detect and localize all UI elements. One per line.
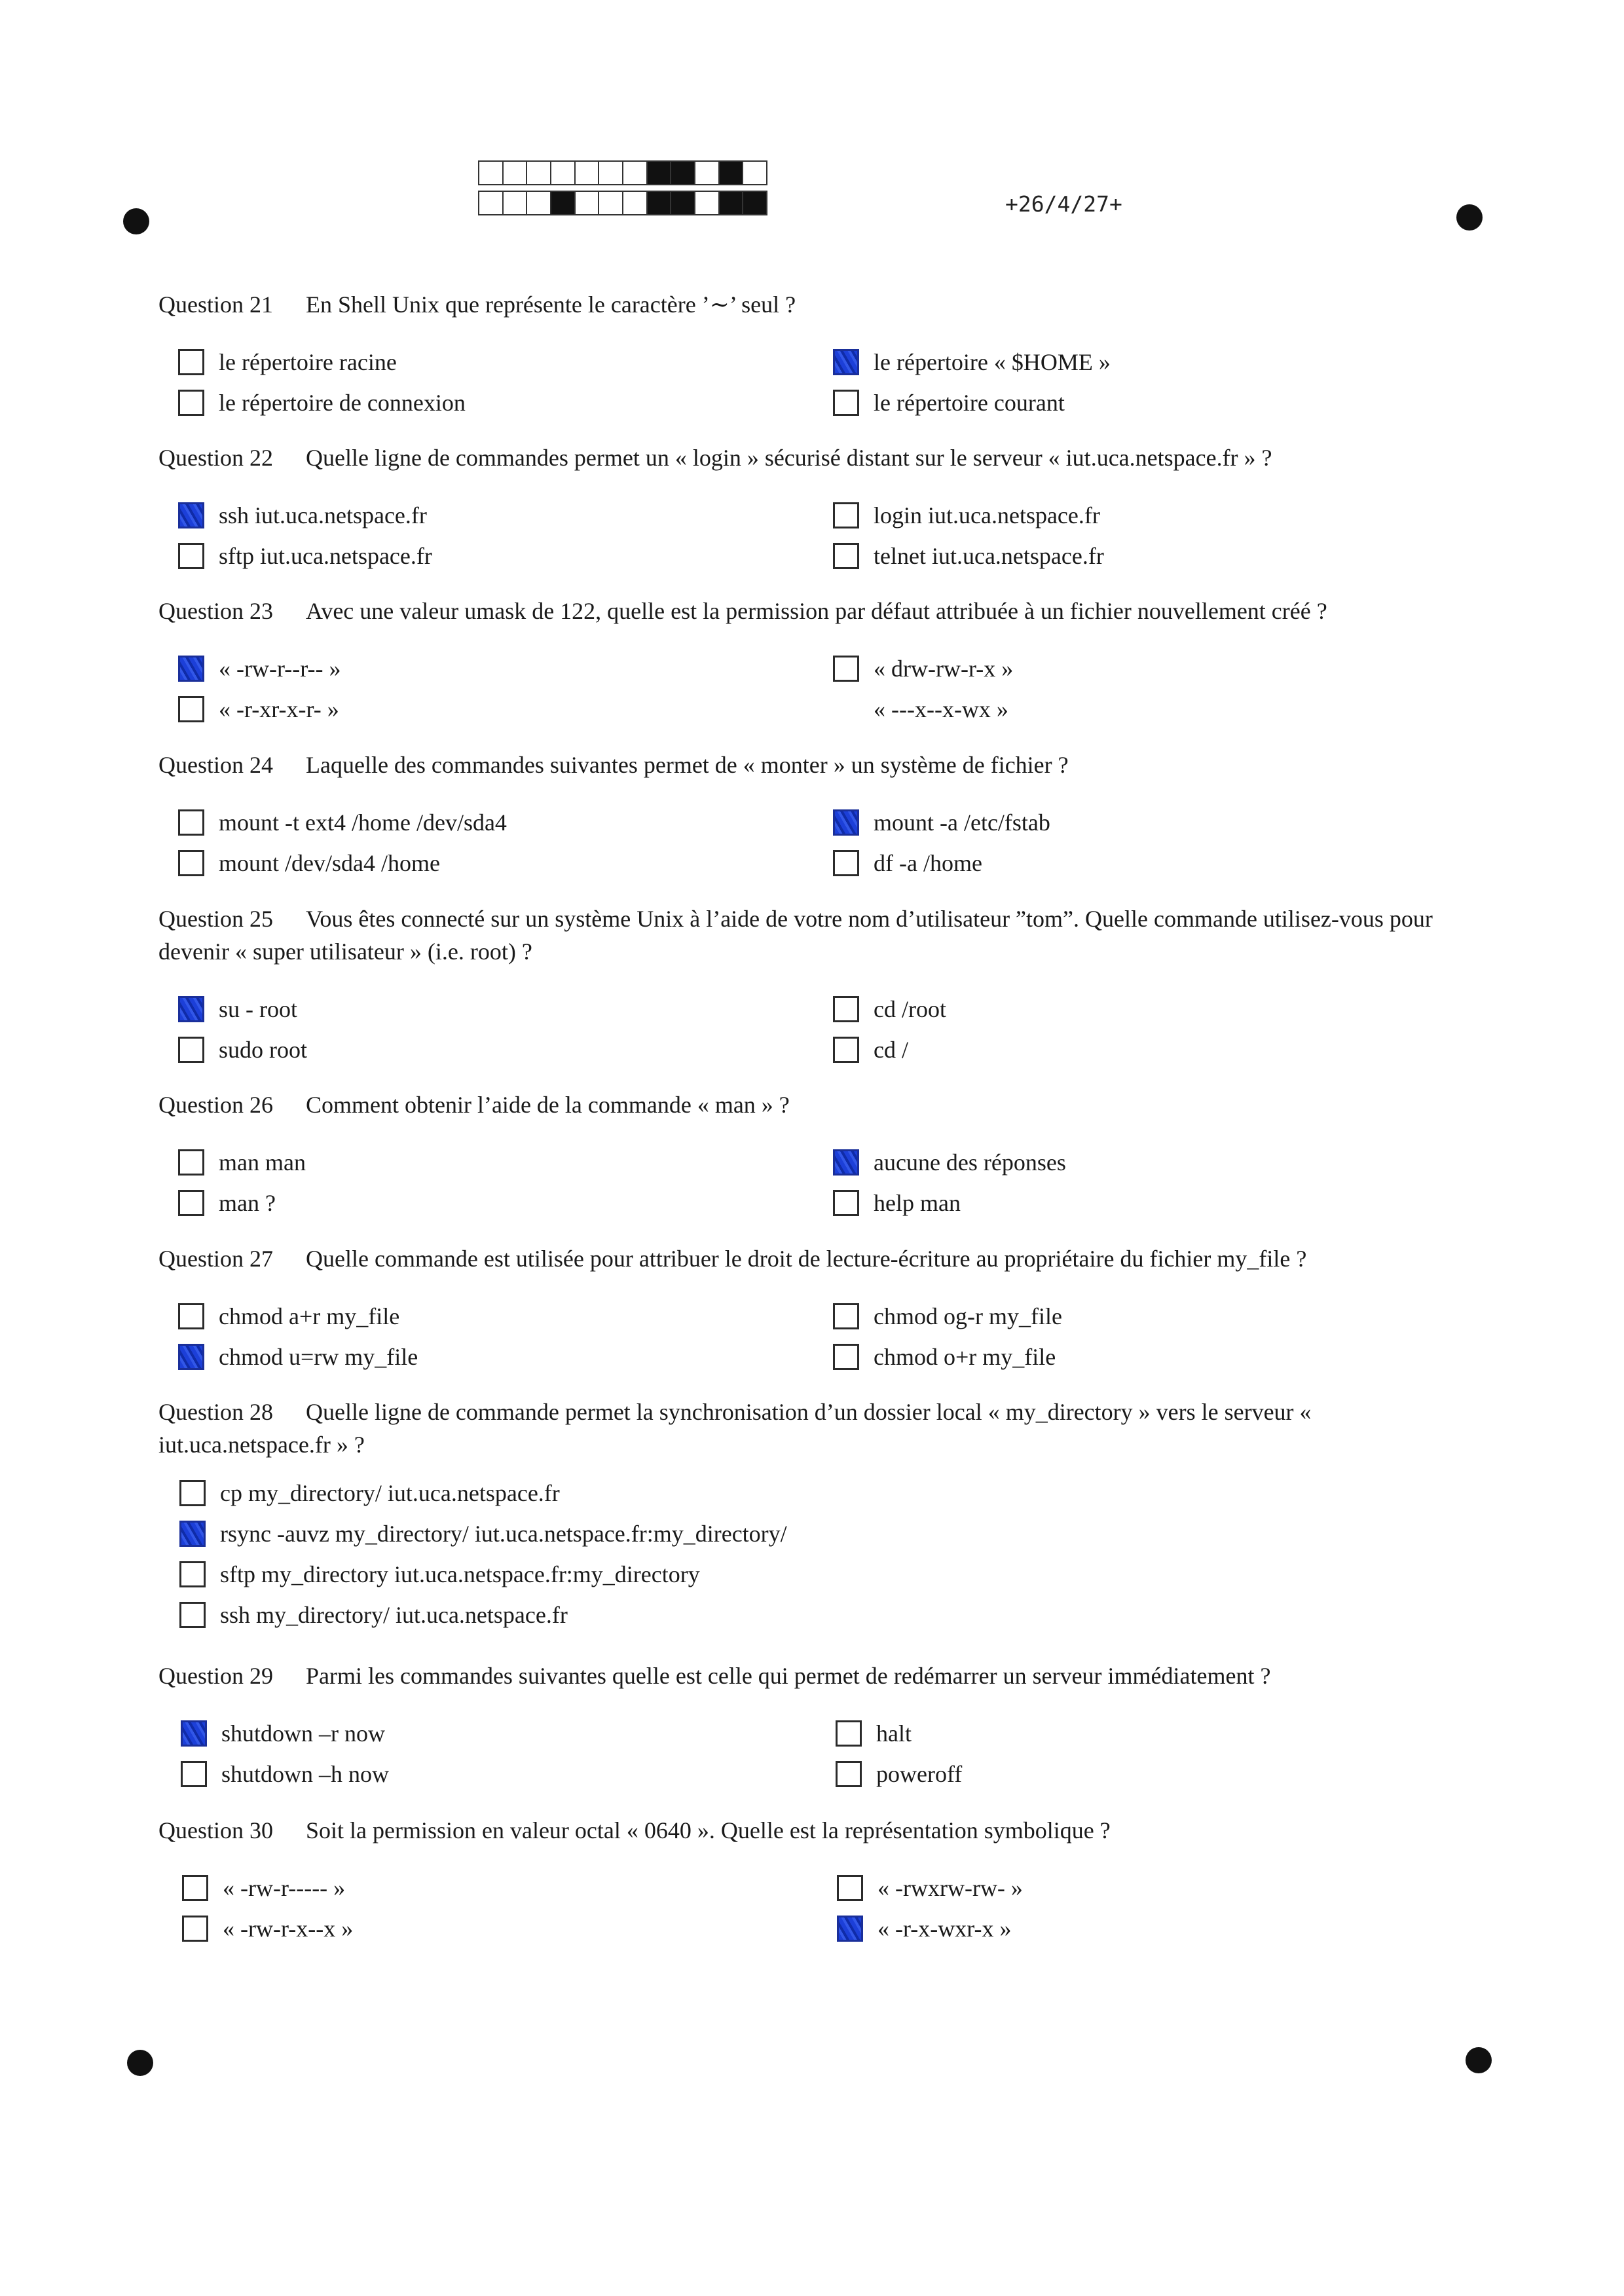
option-label: ssh my_directory/ iut.uca.netspace.fr (220, 1602, 568, 1628)
option-q22-a[interactable] (178, 502, 427, 529)
barcode-cell (718, 191, 744, 215)
option-q29-a[interactable] (181, 1720, 385, 1747)
question-22 (158, 441, 1468, 569)
option-label: chmod og-r my_file (874, 1303, 1062, 1329)
option-label: sftp iut.uca.netspace.fr (219, 543, 432, 569)
option-label: chmod a+r my_file (219, 1303, 400, 1329)
registration-mark-bottom-right (1466, 2047, 1492, 2073)
option-label: cd /root (874, 996, 946, 1022)
barcode-cell (694, 160, 720, 185)
option-q21-c[interactable] (178, 389, 466, 417)
option-q27-b[interactable] (833, 1303, 1062, 1330)
question-text: Comment obtenir l’aide de la commande « man » ? (306, 1092, 790, 1118)
option-label: le répertoire racine (219, 349, 397, 375)
question-label: Question 28 (158, 1399, 273, 1425)
answer-checkbox[interactable] (181, 1761, 207, 1787)
barcode-cell (742, 160, 767, 185)
answer-checkbox[interactable] (833, 1303, 859, 1329)
option-q25-b[interactable] (833, 995, 946, 1023)
barcode-cell (670, 191, 695, 215)
question-label: Question 23 (158, 598, 273, 624)
answer-checkbox-checked[interactable] (178, 1344, 204, 1370)
answer-checkbox[interactable] (178, 349, 204, 375)
option-q24-d[interactable] (833, 849, 982, 877)
option-label: shutdown –h now (221, 1761, 390, 1787)
barcode-cell (622, 160, 648, 185)
answer-checkbox[interactable] (833, 656, 859, 682)
option-q21-d[interactable] (833, 389, 1065, 417)
option-label: mount /dev/sda4 /home (219, 850, 440, 876)
option-q30-b[interactable] (837, 1874, 1023, 1902)
question-label: Question 21 (158, 291, 273, 318)
answer-checkbox[interactable] (178, 390, 204, 416)
option-q25-d[interactable] (833, 1036, 908, 1064)
option-label: « -r-x-wxr-x » (877, 1916, 1012, 1942)
answer-checkbox[interactable] (179, 1561, 206, 1587)
question-26 (158, 1088, 1468, 1216)
answer-checkbox-checked[interactable] (837, 1916, 863, 1942)
answer-checkbox[interactable] (178, 543, 204, 569)
option-label: ssh iut.uca.netspace.fr (219, 502, 427, 528)
barcode-cell (670, 160, 695, 185)
question-text: Quelle ligne de commandes permet un « login » sécurisé distant sur le serveur « iut.uca.netspace.fr » ? (306, 445, 1272, 471)
barcode-cell (478, 160, 504, 185)
option-q26-b[interactable] (833, 1149, 1066, 1176)
option-q30-a[interactable] (182, 1874, 345, 1902)
option-q28-d[interactable] (179, 1601, 568, 1629)
question-text: Laquelle des commandes suivantes permet de « monter » un système de fichier ? (306, 752, 1069, 778)
barcode-cell (646, 160, 672, 185)
option-q21-a[interactable] (178, 348, 397, 376)
option-label: login iut.uca.netspace.fr (874, 502, 1100, 528)
question-label: Question 26 (158, 1092, 273, 1118)
barcode-cell (550, 160, 576, 185)
option-q30-c[interactable] (182, 1915, 353, 1942)
question-text: Quelle commande est utilisée pour attribuer le droit de lecture-écriture au propriétaire du fichier my_file ? (306, 1246, 1307, 1272)
answer-checkbox-checked[interactable] (178, 656, 204, 682)
option-q28-b[interactable] (179, 1520, 787, 1547)
option-q27-a[interactable] (178, 1303, 399, 1330)
option-q22-c[interactable] (178, 542, 432, 570)
answer-checkbox[interactable] (182, 1875, 208, 1901)
question-label: Question 22 (158, 445, 273, 471)
option-q29-d[interactable] (836, 1760, 962, 1788)
barcode-cell (526, 160, 551, 185)
question-text: Soit la permission en valeur octal « 0640 ». Quelle est la représentation symbolique ? (306, 1817, 1111, 1843)
question-23 (158, 595, 1468, 722)
option-q25-c[interactable] (178, 1036, 307, 1064)
answer-checkbox[interactable] (179, 1602, 206, 1628)
answer-checkbox[interactable] (833, 1344, 859, 1370)
option-label: mount -t ext4 /home /dev/sda4 (219, 809, 507, 836)
question-29 (158, 1659, 1468, 1787)
option-label: « -rw-r-x--x » (223, 1916, 354, 1942)
option-label: sftp my_directory iut.uca.netspace.fr:my_directory (220, 1561, 700, 1587)
answer-checkbox[interactable] (833, 850, 859, 876)
answer-checkbox[interactable] (833, 390, 859, 416)
answer-checkbox[interactable] (836, 1720, 862, 1747)
option-label: telnet iut.uca.netspace.fr (874, 543, 1104, 569)
option-q24-c[interactable] (178, 849, 440, 877)
question-text: Vous êtes connecté sur un système Unix à l’aide de votre nom d’utilisateur ”tom”. Quelle commande utilisez-vous pour devenir « super utilisateur » (i.e. root) ? (158, 906, 1433, 965)
answer-checkbox[interactable] (182, 1916, 208, 1942)
answer-checkbox[interactable] (833, 502, 859, 528)
option-q22-b[interactable] (833, 502, 1100, 529)
option-label: « -rwxrw-rw- » (877, 1875, 1023, 1901)
barcode-cell (646, 191, 672, 215)
option-q25-a[interactable] (178, 995, 297, 1023)
option-q26-c[interactable] (178, 1189, 276, 1217)
question-text: Quelle ligne de commande permet la synchronisation d’un dossier local « my_directory » vers le serveur « iut.uca.netspace.fr » ? (158, 1399, 1312, 1458)
answer-checkbox[interactable] (178, 1149, 204, 1176)
answer-checkbox-checked[interactable] (179, 1521, 206, 1547)
option-q26-a[interactable] (178, 1149, 306, 1176)
question-24 (158, 749, 1468, 876)
answer-checkbox (833, 696, 859, 722)
answer-checkbox[interactable] (178, 850, 204, 876)
option-label: chmod o+r my_file (874, 1344, 1056, 1370)
registration-mark-top-left (123, 208, 149, 234)
option-label: poweroff (876, 1761, 963, 1787)
question-label: Question 24 (158, 752, 273, 778)
option-label: le répertoire « $HOME » (874, 349, 1111, 375)
option-label: df -a /home (874, 850, 982, 876)
option-q28-a[interactable] (179, 1479, 560, 1507)
option-label: aucune des réponses (874, 1149, 1066, 1176)
option-q24-b[interactable] (833, 809, 1050, 836)
answer-checkbox[interactable] (178, 696, 204, 722)
barcode-cell (694, 191, 720, 215)
barcode-cell (718, 160, 744, 185)
question-label: Question 25 (158, 906, 273, 932)
option-label: le répertoire de connexion (219, 390, 466, 416)
option-q23-c[interactable] (178, 695, 339, 723)
option-label: « -rw-r----- » (223, 1875, 346, 1901)
answer-checkbox-checked[interactable] (833, 1149, 859, 1176)
option-label: cd / (874, 1037, 908, 1063)
answer-checkbox[interactable] (178, 1303, 204, 1329)
option-label: « drw-rw-r-x » (874, 656, 1014, 682)
barcode-cell (742, 191, 767, 215)
barcode-cell (574, 191, 600, 215)
option-q29-b[interactable] (836, 1720, 912, 1747)
option-q28-c[interactable] (179, 1561, 700, 1588)
option-label: help man (874, 1190, 961, 1216)
barcode-cell (502, 191, 528, 215)
option-label: « -r-xr-x-r- » (219, 696, 339, 722)
question-text: Parmi les commandes suivantes quelle est celle qui permet de redémarrer un serveur immédiatement ? (306, 1663, 1271, 1689)
option-label: mount -a /etc/fstab (874, 809, 1050, 836)
question-21 (158, 288, 1468, 416)
barcode-cell (622, 191, 648, 215)
option-label: cp my_directory/ iut.uca.netspace.fr (220, 1480, 560, 1506)
question-label: Question 29 (158, 1663, 273, 1689)
page-id: +26/4/27+ (1005, 191, 1122, 217)
answer-checkbox[interactable] (833, 1190, 859, 1216)
option-label: sudo root (219, 1037, 307, 1063)
answer-checkbox-checked[interactable] (178, 502, 204, 528)
option-q29-c[interactable] (181, 1760, 389, 1788)
answer-checkbox[interactable] (833, 543, 859, 569)
option-q30-d[interactable] (837, 1915, 1012, 1942)
answer-checkbox[interactable] (833, 996, 859, 1022)
barcode-cell (550, 191, 576, 215)
option-q26-d[interactable] (833, 1189, 961, 1217)
option-label: man ? (219, 1190, 276, 1216)
option-q27-c[interactable] (178, 1343, 418, 1371)
answer-checkbox-checked[interactable] (833, 809, 859, 836)
barcode-row (478, 191, 766, 215)
question-label: Question 30 (158, 1817, 273, 1843)
answer-checkbox[interactable] (179, 1480, 206, 1506)
question-25 (158, 902, 1468, 1063)
question-text: En Shell Unix que représente le caractère ’∼’ seul ? (306, 291, 796, 318)
option-label: shutdown –r now (221, 1720, 385, 1747)
option-label: rsync -auvz my_directory/ iut.uca.netspace.fr:my_directory/ (220, 1521, 787, 1547)
option-q21-b[interactable] (833, 348, 1111, 376)
option-label: chmod u=rw my_file (219, 1344, 418, 1370)
question-text: Avec une valeur umask de 122, quelle est la permission par défaut attribuée à un fichier nouvellement créé ? (306, 598, 1327, 624)
barcode-cell (598, 160, 623, 185)
barcode-row (478, 160, 766, 185)
option-label: « ---x--x-wx » (874, 696, 1008, 722)
answer-checkbox[interactable] (837, 1875, 863, 1901)
barcode-cell (502, 160, 528, 185)
registration-mark-top-right (1456, 204, 1483, 231)
barcode-cell (478, 191, 504, 215)
question-30 (158, 1814, 1468, 1942)
option-q23-d[interactable] (833, 695, 1008, 723)
answer-checkbox[interactable] (178, 1190, 204, 1216)
barcode-cell (598, 191, 623, 215)
option-label: le répertoire courant (874, 390, 1065, 416)
answer-checkbox[interactable] (178, 809, 204, 836)
option-label: man man (219, 1149, 306, 1176)
question-28 (158, 1396, 1468, 1628)
id-barcode (478, 160, 766, 221)
option-q23-b[interactable] (833, 655, 1013, 682)
option-q27-d[interactable] (833, 1343, 1056, 1371)
option-label: su - root (219, 996, 297, 1022)
answer-checkbox[interactable] (833, 1037, 859, 1063)
option-label: « -rw-r--r-- » (219, 656, 341, 682)
barcode-cell (574, 160, 600, 185)
answer-checkbox-checked[interactable] (178, 996, 204, 1022)
option-q24-a[interactable] (178, 809, 507, 836)
question-label: Question 27 (158, 1246, 273, 1272)
option-label: halt (876, 1720, 912, 1747)
option-q22-d[interactable] (833, 542, 1104, 570)
registration-mark-bottom-left (127, 2050, 153, 2076)
option-q23-a[interactable] (178, 655, 341, 682)
answer-checkbox-checked[interactable] (181, 1720, 207, 1747)
question-27 (158, 1242, 1468, 1370)
barcode-cell (526, 191, 551, 215)
answer-checkbox[interactable] (836, 1761, 862, 1787)
answer-checkbox-checked[interactable] (833, 349, 859, 375)
answer-checkbox[interactable] (178, 1037, 204, 1063)
